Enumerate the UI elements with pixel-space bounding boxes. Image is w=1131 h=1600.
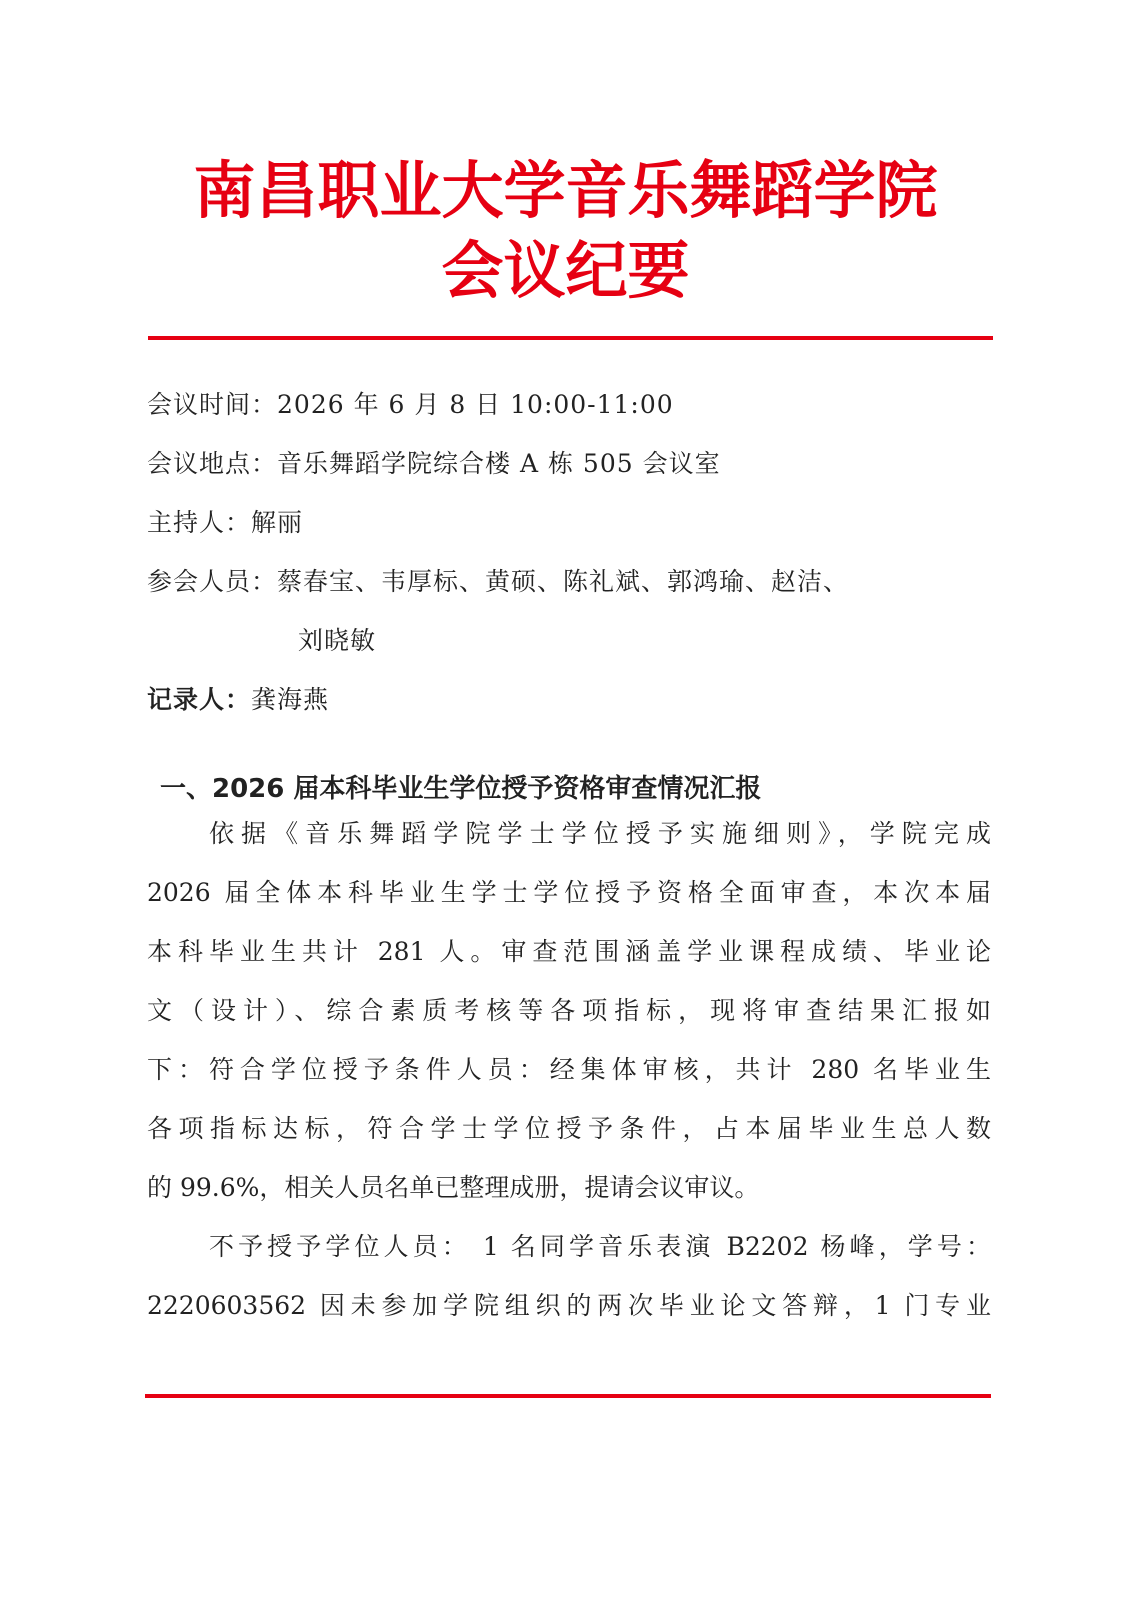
recorder-row	[147, 684, 329, 716]
recorder-label: 记录人：	[147, 685, 252, 714]
paragraph-line: 各项指标达标，符合学士学位授予条件，占本届毕业生总人数	[147, 1114, 991, 1143]
document-title-line1: 南昌职业大学音乐舞蹈学院	[193, 154, 938, 227]
paragraph-line: 的 99.6%，相关人员名单已整理成册，提请会议审议。	[147, 1173, 760, 1202]
attendees-value-line1: 蔡春宝、韦厚标、黄硕、陈礼斌、郭鸿瑜、赵洁、	[277, 567, 850, 596]
recorder-value: 龚海燕	[251, 685, 330, 714]
bottom-red-rule	[145, 1394, 991, 1398]
host-row	[147, 507, 303, 539]
attendees-value-line2: 刘晓敏	[298, 626, 377, 655]
paragraph-line: 不予授予学位人员： 1 名同学音乐表演 B2202 杨峰，学号：	[209, 1232, 991, 1261]
top-red-rule	[148, 336, 993, 340]
attendees-label: 参会人员：	[147, 567, 278, 596]
meeting-place-row	[147, 448, 721, 480]
meeting-place-label: 会议地点：	[147, 449, 278, 478]
meeting-time-row	[147, 389, 674, 421]
paragraph-line: 2026 届全体本科毕业生学士学位授予资格全面审查，本次本届	[147, 878, 991, 907]
paragraph-line: 依据《音乐舞蹈学院学士学位授予实施细则》，学院完成	[209, 819, 991, 848]
host-value: 解丽	[251, 508, 304, 537]
host-label: 主持人：	[147, 508, 252, 537]
meeting-place-value: 音乐舞蹈学院综合楼 A 栋 505 会议室	[277, 449, 721, 478]
paragraph-line: 下：符合学位授予条件人员：经集体审核，共计 280 名毕业生	[147, 1055, 991, 1084]
document-title-line2: 会议纪要	[441, 234, 690, 307]
paragraph-line: 文（设计）、综合素质考核等各项指标，现将审查结果汇报如	[147, 996, 991, 1025]
meeting-time-value: 2026 年 6 月 8 日 10:00-11:00	[277, 390, 674, 419]
meeting-time-label: 会议时间：	[147, 390, 278, 419]
paragraph-line: 2220603562 因未参加学院组织的两次毕业论文答辩，1 门专业	[147, 1291, 991, 1320]
section-heading: 一、2026 届本科毕业生学位授予资格审查情况汇报	[160, 774, 762, 804]
attendees-row	[147, 566, 849, 598]
paragraph-line: 本科毕业生共计 281 人。审查范围涵盖学业课程成绩、毕业论	[147, 937, 991, 966]
